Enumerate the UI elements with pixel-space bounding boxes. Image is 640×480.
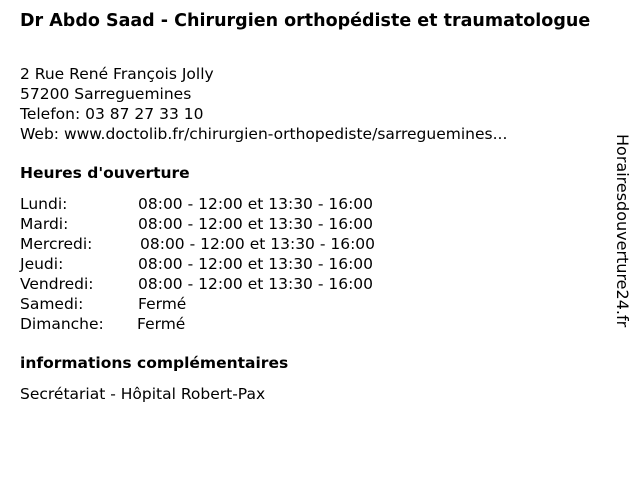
website-link[interactable]: Web: www.doctolib.fr/chirurgien-orthopediste/sarreguemines... (20, 125, 508, 143)
day-label: Mercredi: (20, 235, 93, 253)
phone-number: Telefon: 03 87 27 33 10 (20, 105, 204, 123)
day-label: Jeudi: (20, 255, 64, 273)
site-watermark: Horairesdouverture24.fr (613, 134, 632, 328)
hours-heading: Heures d'ouverture (20, 164, 190, 182)
address-city: 57200 Sarreguemines (20, 85, 192, 103)
contact-block (20, 64, 507, 144)
day-label: Samedi: (20, 295, 84, 313)
day-label: Lundi: (20, 195, 68, 213)
day-hours: Fermé (138, 295, 187, 313)
day-label: Vendredi: (20, 275, 94, 293)
day-hours: Fermé (137, 315, 186, 333)
day-label: Dimanche: (20, 315, 104, 333)
info-text: Secrétariat - Hôpital Robert-Pax (20, 385, 266, 403)
day-hours: 08:00 - 12:00 et 13:30 - 16:00 (138, 255, 374, 273)
day-hours: 08:00 - 12:00 et 13:30 - 16:00 (138, 195, 374, 213)
day-hours: 08:00 - 12:00 et 13:30 - 16:00 (140, 235, 376, 253)
address-street: 2 Rue René François Jolly (20, 65, 214, 83)
info-heading: informations complémentaires (20, 354, 289, 372)
page-title: Dr Abdo Saad - Chirurgien orthopédiste et traumatologue (20, 11, 591, 31)
day-label: Mardi: (20, 215, 69, 233)
day-hours: 08:00 - 12:00 et 13:30 - 16:00 (138, 275, 374, 293)
day-hours: 08:00 - 12:00 et 13:30 - 16:00 (138, 215, 374, 233)
